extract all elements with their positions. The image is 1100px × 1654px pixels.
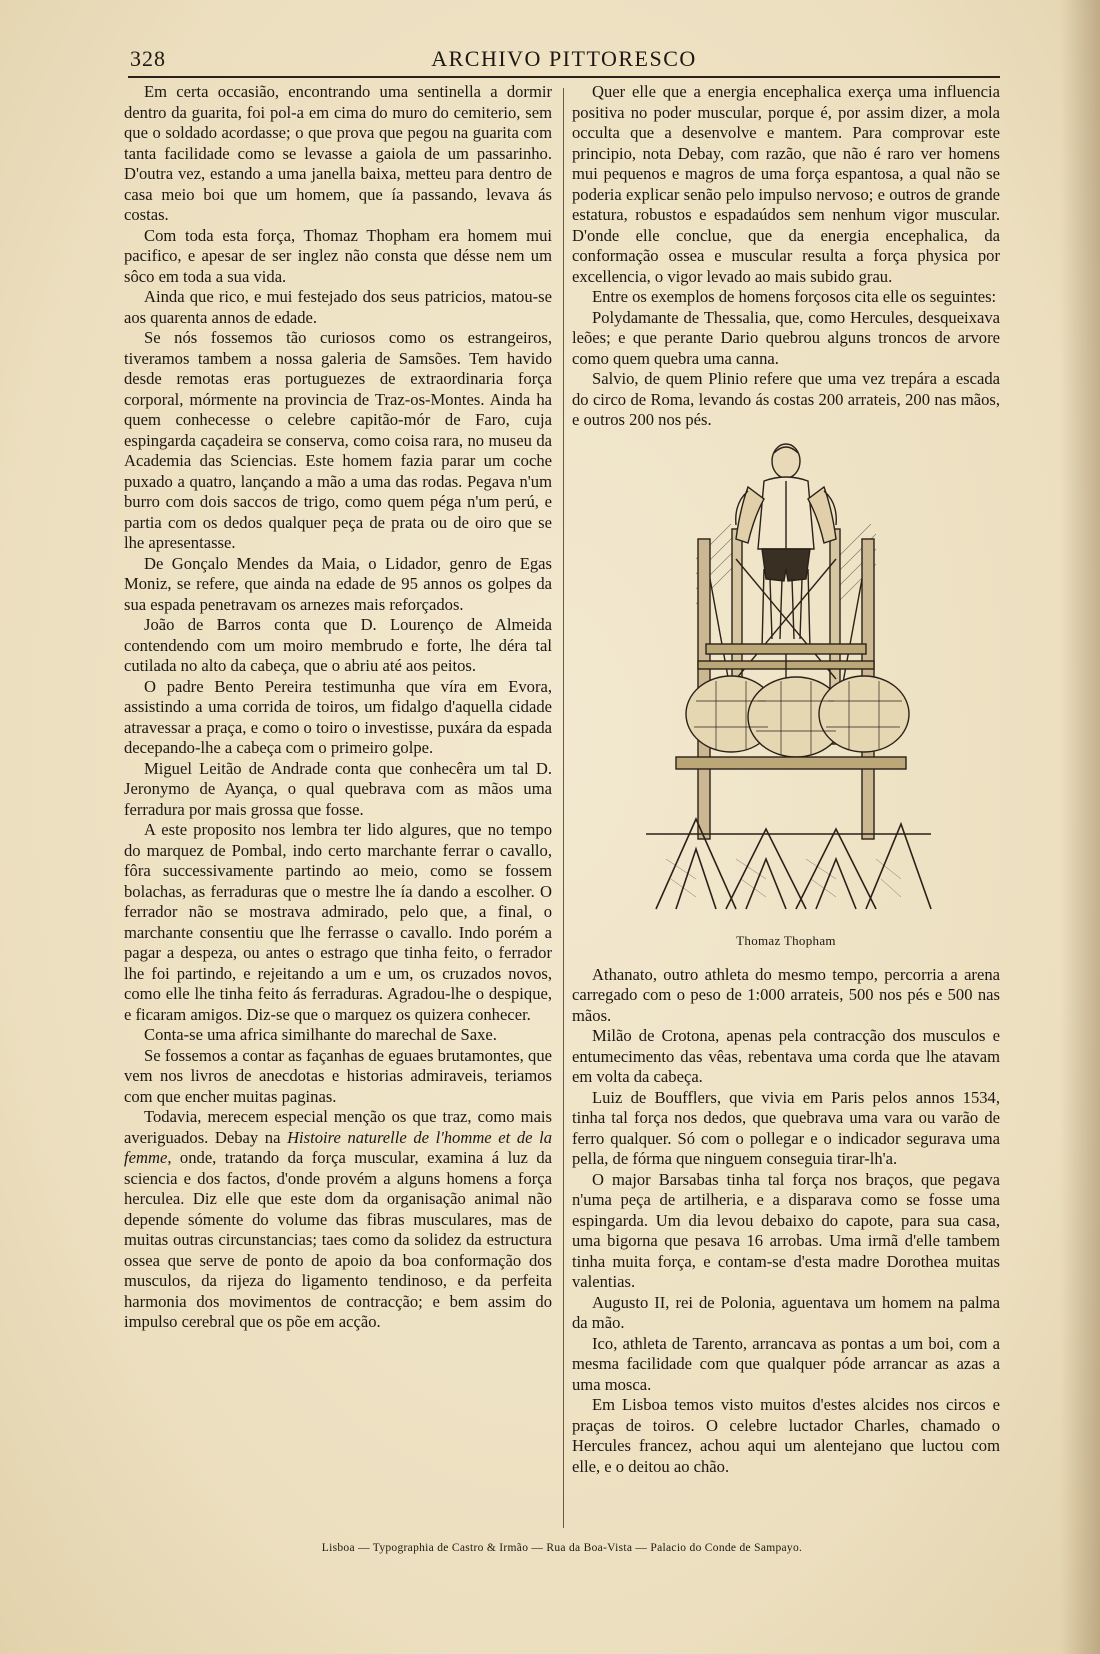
- paragraph: Entre os exemplos de homens forçosos cita elle os seguintes:: [592, 287, 997, 306]
- engraving-figure: [572, 439, 1000, 959]
- paragraph: Athanato, outro athleta do mesmo tempo, percorria a arena carregado com o peso de 1:000 arrateis, 500 nos pés e 500 nas mãos.: [572, 964, 1000, 1025]
- page-number: 328: [130, 46, 166, 71]
- paragraph: [124, 1107, 552, 1333]
- paragraph: O major Barsabas tinha tal força nos braços, que pegava n'uma peça de artilheria, e a disparava como se fosse uma espingarda. Um dia levou debaixo do capote, para sua casa, uma bigorna que pesava 16 arrobas. Uma irmã d'elle tambem tinha muita força, e contam-se d'esta madre Dorothea muitas valentias.: [572, 1169, 1000, 1291]
- paragraph: Milão de Crotona, apenas pela contracção dos musculos e entumecimento das vêas, rebentava uma corda que lhe atavam em volta da cabeça.: [572, 1026, 1000, 1086]
- paragraph: Luiz de Boufflers, que vivia em Paris pelos annos 1534, tinha tal força nos dedos, que quebrava uma vara ou varão de ferro qualquer. Só com o pollegar e o indicador segurava uma pella, de fórma que ninguem conseguia tirar-lh'a.: [572, 1087, 1000, 1168]
- header-rule: [128, 76, 1000, 78]
- paragraph: Ainda que rico, e mui festejado dos seus patricios, matou-se aos quarenta annos de edade.: [124, 287, 552, 327]
- text-run: Todavia, merecem especial menção os que traz, como mais averiguados. Debay na: [124, 1107, 552, 1147]
- paragraph: Em Lisboa temos visto muitos d'estes alcides nos circos e praças de toiros. O celebre luctador Charles, chamado o Hercules francez, achou aqui um alentejano que luctou com elle, e o deitou ao chão.: [572, 1395, 1000, 1476]
- paragraph: Polydamante de Thessalia, que, como Hercules, desqueixava leões; e que perante Dario quebrou alguns troncos de arvore como quem quebra uma canna.: [572, 307, 1000, 368]
- book-title: Histoire naturelle de l'homme et de la femme: [124, 1127, 552, 1167]
- thopham-engraving-illustration: [636, 439, 936, 929]
- page-header: [128, 42, 1000, 76]
- page-spine-shadow: [1060, 0, 1100, 1654]
- paragraph: A este proposito nos lembra ter lido algures, que no tempo do marquez de Pombal, indo certo marchante ferrar o cavallo, fôra successivamente partindo ao meio, como se fossem bolachas, as ferraduras que o mestre lhe ía dando a escolher. O ferrador não se mostrava admirado, pelo que, a final, o marchante consentiu que lhe ferrasse o cavallo. Indo porém a pagar a despeza, ou antes o estrago que tinha feito, o ferrador lhe foi partindo, e rejeitando a um e um, os cruzados novos, como elle lhe tinha feito ás ferraduras. Agradou-lhe o despique, e ficaram amigos. Diz-se que o marquez os quizera conhecer.: [124, 820, 552, 1024]
- running-title: ARCHIVO PITTORESCO: [431, 46, 697, 71]
- printer-imprint: Lisboa — Typographia de Castro & Irmão — Rua da Boa-Vista — Palacio do Conde de Sampayo.: [321, 1542, 803, 1554]
- paragraph: Augusto II, rei de Polonia, aguentava um homem na palma da mão.: [572, 1292, 1000, 1332]
- right-column: [572, 82, 1000, 1527]
- text-run: , onde, tratando da força muscular, examina á luz da sciencia e dos factos, d'onde provém a alguns homens a força herculea. Diz elle que este dom da organisação animal não depende sómente do volume das fibras musculares, mas de muitas outras circunstancias; taes como da solidez da estructura ossea que serve de ponto de apoio da boa conformação dos musculos, da rijeza do ligamento tendinoso, e da perfeita harmonia dos movimentos de contracção; e bem assim do impulso cerebral que os põe em acção.: [124, 1148, 552, 1331]
- paragraph: Se nós fossemos tão curiosos como os estrangeiros, tiveramos tambem a nossa galeria de Samsões. Tem havido desde remotas eras portuguezes de extraordinaria força corporal, mórmente na provincia de Traz-os-Montes. Ainda ha quem conhecesse o celebre capitão-mór de Faro, cuja espingarda caçadeira se conserva, como coisa rara, no museu da Academia das Sciencias. Este homem fazia parar um coche puxado a quatro, lançando a mão a uma das rodas. Pegava n'um burro com dois saccos de trigo, como quem péga n'um perú, e partia com os dedos qualquer peça de prata ou de oiro que se lhe apresentasse.: [124, 328, 552, 552]
- paragraph: Ico, athleta de Tarento, arrancava as pontas a um boi, com a mesma facilidade com que qualquer póde arrancar as azas a uma mosca.: [572, 1333, 1000, 1394]
- paragraph: De Gonçalo Mendes da Maia, o Lidador, genro de Egas Moniz, se refere, que ainda na edade de 95 annos os golpes da sua espada penetravam os arnezes mais reforçados.: [124, 553, 552, 614]
- paragraph: O padre Bento Pereira testimunha que víra em Evora, assistindo a uma corrida de toiros, um fidalgo d'aquella cidade atravessar a praça, e como o toiro o investisse, puxára da espada decepando-lhe a cabeça com o primeiro golpe.: [124, 676, 552, 757]
- paragraph: Quer elle que a energia encephalica exerça uma influencia positiva no poder muscular, porque é, por assim dizer, a mola occulta que a desenvolve e mantem. Para comprovar este principio, nota Debay, com razão, que não é raro ver homens mui pequenos e magros de uma força espantosa, a qual não se poderia explicar senão pelo impulso nervoso; e outros de grande estatura, robustos e espadaúdos sem nenhum vigor muscular. D'onde elle conclue, que da energia encephalica, da conformação ossea e muscular resulta a força physica por excellencia, o vigor levado ao mais subido grau.: [572, 82, 1000, 286]
- left-column: [124, 82, 552, 1527]
- figure-caption: Thomaz Thopham: [736, 932, 836, 948]
- paragraph: Conta-se uma africa similhante do marechal de Saxe.: [144, 1025, 497, 1044]
- paragraph: Salvio, de quem Plinio refere que uma vez trepára a escada do circo de Roma, levando ás costas 200 arrateis, 200 nas mãos, e outros 200 nos pés.: [572, 369, 1000, 429]
- column-divider: [563, 88, 564, 1528]
- paragraph: Se fossemos a contar as façanhas de eguaes brutamontes, que vem nos livros de anecdotas e historias admiraveis, teriamos com que encher muitas paginas.: [124, 1045, 552, 1106]
- paragraph: Miguel Leitão de Andrade conta que conhecêra um tal D. Jeronymo de Ayança, o qual quebrava com as mãos uma ferradura por mais grossa que fosse.: [124, 758, 552, 819]
- paragraph: Em certa occasião, encontrando uma sentinella a dormir dentro da guarita, foi pol-a em cima do muro do cemiterio, sem que o soldado acordasse; o que prova que pegou na guarita com tanta facilidade como se levasse a gaiola de um passarinho. D'outra vez, estando a uma janella baixa, metteu para dentro de casa meio boi que um homem, que ía passando, levava ás costas.: [124, 82, 552, 224]
- paragraph: João de Barros conta que D. Lourenço de Almeida contendendo com um moiro membrudo e forte, lhe déra tal cutilada no alto da cabeça, que o abriu até aos peitos.: [124, 615, 552, 675]
- paragraph: Com toda esta força, Thomaz Thopham era homem mui pacifico, e apesar de ser inglez não consta que désse nem um sôco em toda a sua vida.: [124, 225, 552, 286]
